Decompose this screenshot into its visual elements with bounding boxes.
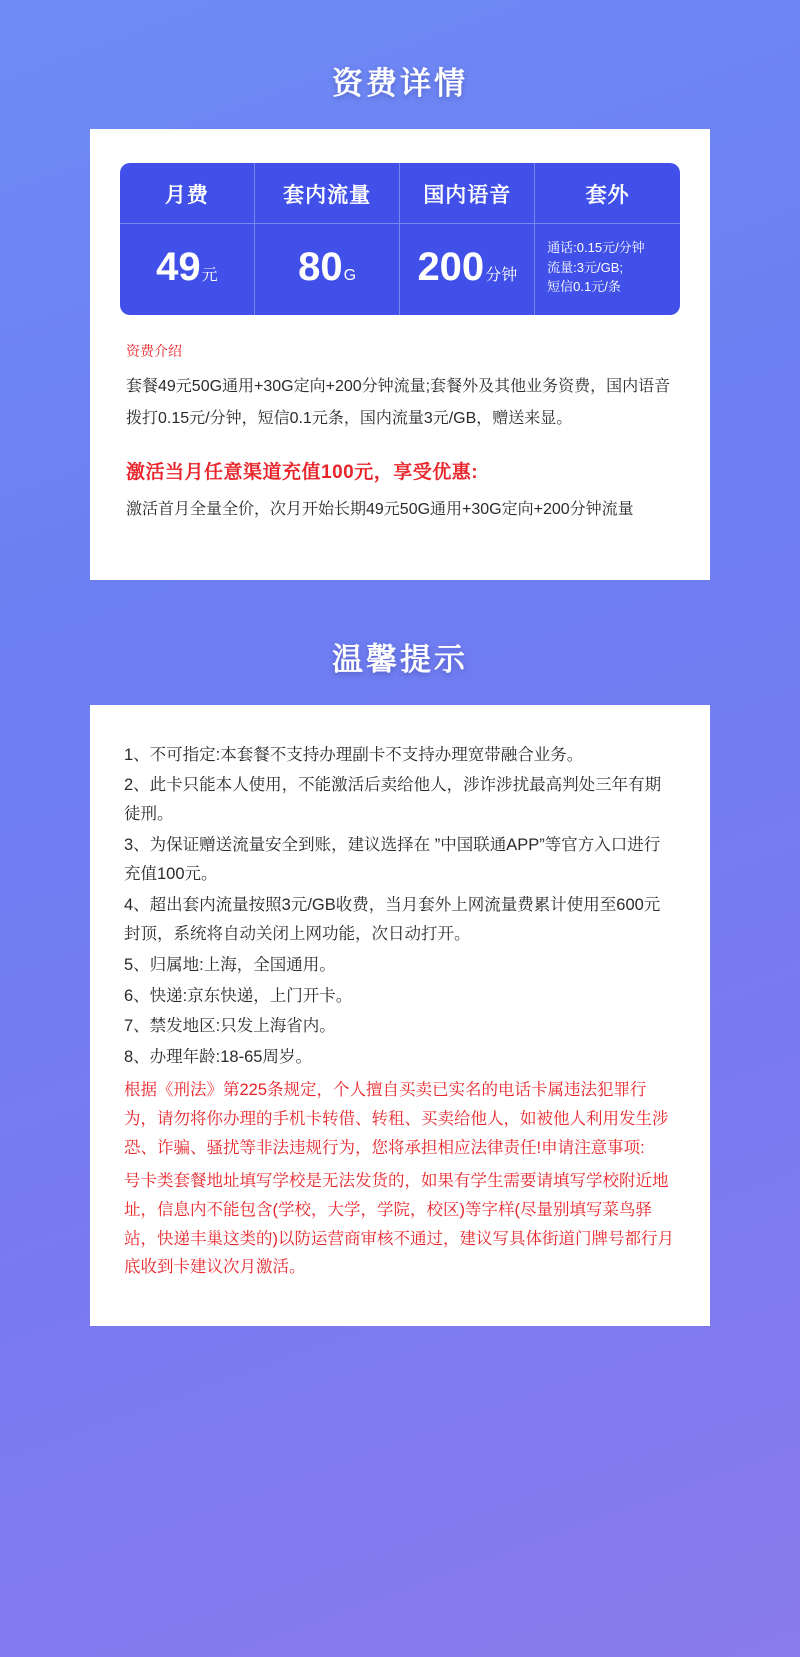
fee-card [90,129,710,580]
table-header-row [120,163,680,224]
promo-title: 激活当月任意渠道充值100元，享受优惠: [126,461,479,483]
monthly-fee-value: 49 [156,245,201,290]
tips-card [90,705,710,1327]
list-item: 3、为保证赠送流量安全到账，建议选择在 ”中国联通APP”等官方入口进行充值100元。 [124,836,661,883]
list-item: 8、办理年龄:18-65周岁。 [124,1048,312,1067]
outside-rates [539,238,676,297]
address-notice: 号卡类套餐地址填写学校是无法发货的，如果有学生需要请填写学校附近地址，信息内不能包含(学校，大学，学院，校区)等字样(尽量别填写菜鸟驿站，快递丰巢这类的)以防运营商审核不通过，建议写具体街道门牌号都行月底收到卡建议次月激活。 [124,1171,674,1277]
monthly-fee-unit: 元 [201,267,218,285]
list-item: 5、归属地:上海，全国通用。 [124,955,336,974]
data-value: 80 [298,245,343,290]
table-cell-data [254,224,400,315]
outside-rate-data: 流量:3元/GB; [547,259,624,275]
voice-value: 200 [417,245,485,290]
table-header-data: 套内流量 [254,163,400,224]
list-item: 6、快递:京东快递，上门开卡。 [124,986,353,1005]
data-unit: G [343,267,357,285]
table-cell-outside [535,224,680,315]
list-item: 1、不可指定:本套餐不支持办理副卡不支持办理宽带融合业务。 [124,745,584,764]
intro-label: 资费介绍 [126,342,182,359]
table-cell-monthly [120,224,254,315]
fee-table [120,163,680,315]
promo-text: 激活首月全量全价，次月开始长期49元50G通用+30G定向+200分钟流量 [126,500,634,518]
table-header-voice: 国内语音 [400,163,535,224]
list-item: 4、超出套内流量按照3元/GB收费，当月套外上网流量费累计使用至600元封顶，系统将自动关闭上网功能，次日动打开。 [124,895,661,943]
outside-rate-call: 通话:0.15元/分钟 [547,240,645,255]
legal-notice: 根据《刑法》第225条规定，个人擅自买卖已实名的电话卡属违法犯罪行为，请勿将你办理的手机卡转借、转租、买卖给他人，如被他人利用发生涉恐、诈骗、骚扰等非法违规行为，您将承担相应法律责任!申请注意事项: [124,1081,669,1157]
table-header-monthly: 月费 [120,163,254,224]
page-title-tips: 温馨提示 [332,641,468,677]
table-cell-voice [400,224,535,315]
list-item: 2、此卡只能本人使用，不能激活后卖给他人，涉诈涉扰最高判处三年有期徒刑。 [124,776,662,824]
voice-unit: 分钟 [485,267,518,285]
table-header-outside: 套外 [535,163,680,224]
table-value-row [120,224,680,315]
intro-text: 套餐49元50G通用+30G定向+200分钟流量;套餐外及其他业务资费，国内语音拨打0.15元/分钟，短信0.1元条，国内流量3元/GB，赠送来显。 [126,377,671,427]
page-title-fee: 资费详情 [332,66,468,101]
outside-rate-sms: 短信0.1元/条 [547,279,621,294]
list-item: 7、禁发地区:只发上海省内。 [124,1017,336,1036]
